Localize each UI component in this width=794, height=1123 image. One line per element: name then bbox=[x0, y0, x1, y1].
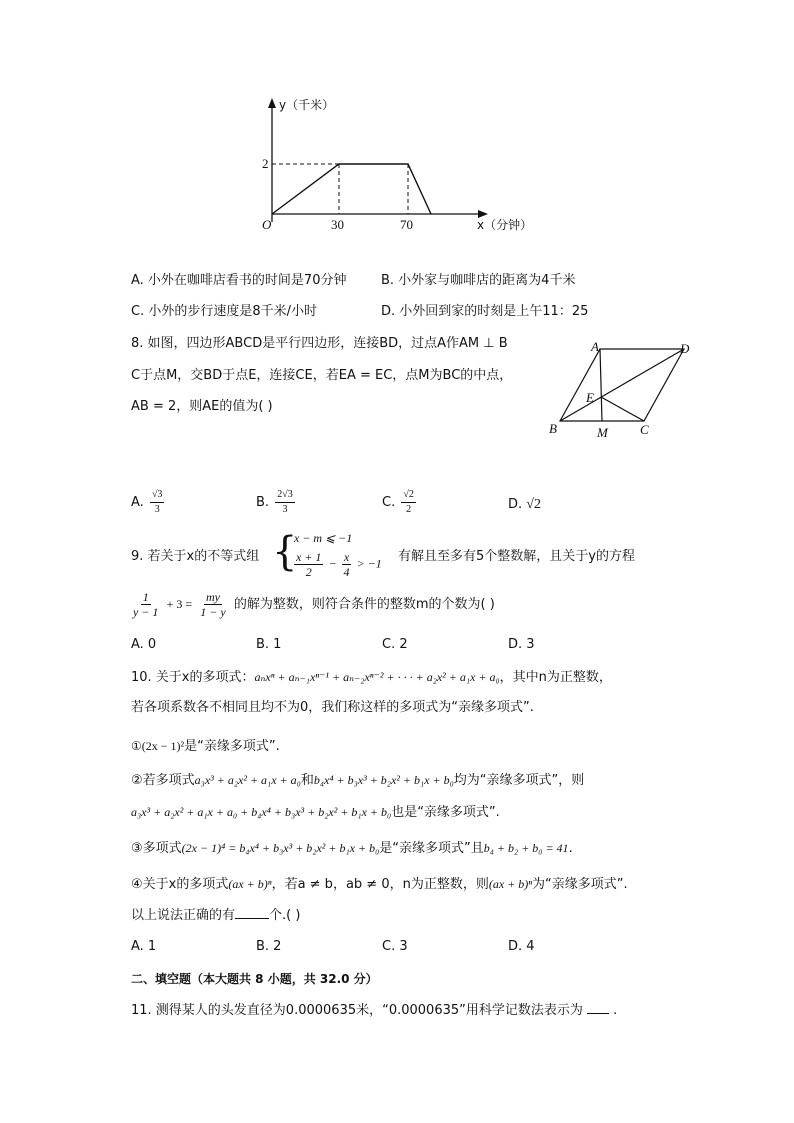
q8-line-1: 8. 如图，四边形ABCD是平行四边形，连接BD，过点A作AM ⊥ B bbox=[131, 336, 508, 351]
q10-statement-4: ④关于x的多项式(ax + b)ⁿ，若a ≠ b，ab ≠ 0，n为正整数，则(ax + b)ⁿ为“亲缘多项式”. bbox=[131, 877, 628, 892]
graph-x-tick-70: 70 bbox=[400, 217, 413, 232]
q9-label: 9. 若关于x的不等式组 bbox=[131, 549, 260, 564]
segment-ec bbox=[601, 397, 644, 421]
q10-statement-2-line-2: a₃x³ + a₂x² + a₁x + a₀ + b₄x⁴ + b₃x³ + b₂x² + b₁x + b₀也是“亲缘多项式”. bbox=[131, 805, 500, 820]
graph-x-label: x（分钟） bbox=[477, 218, 533, 232]
q9-inequality-1: x − m ⩽ −1 bbox=[294, 531, 353, 545]
graph-x-tick-30: 30 bbox=[331, 217, 344, 232]
q9-option-a: A. 0 bbox=[131, 637, 157, 652]
answer-blank bbox=[235, 906, 269, 919]
q10-line-1: 10. 关于x的多项式：aₙxⁿ + aₙ₋₁xⁿ⁻¹ + aₙ₋₂xⁿ⁻² + · · · + a₂x² + a₁x + a₀，其中n为正整数， bbox=[131, 670, 612, 685]
q8-line-3: AB = 2，则AE的值为( ) bbox=[131, 399, 273, 414]
q10-statement-1: ①(2x − 1)²是“亲缘多项式”. bbox=[131, 739, 280, 754]
q8-option-d: D. √2 bbox=[508, 497, 541, 512]
q11-answer-blank bbox=[587, 1001, 609, 1014]
q7-option-d: D. 小外回到家的时刻是上午11：25 bbox=[381, 304, 589, 319]
graph-origin: O bbox=[262, 217, 272, 232]
q11-question: 11. 测得某人的头发直径为0.0000635米，“0.0000635”用科学记数法表示为 . bbox=[131, 1003, 618, 1018]
q8-line-2: C于点M，交BD于点E，连接CE，若EA = EC，点M为BC的中点， bbox=[131, 368, 513, 383]
figure-label-e: E bbox=[586, 390, 594, 405]
diagonal-bd bbox=[560, 349, 684, 421]
figure-label-c: C bbox=[640, 422, 649, 437]
y-axis-arrow bbox=[268, 98, 276, 108]
q9-option-d: D. 3 bbox=[508, 637, 535, 652]
q7-option-a: A. 小外在咖啡店看书的时间是70分钟 bbox=[131, 273, 347, 288]
q10-line-2: 若各项系数各不相同且均不为0，我们称这样的多项式为“亲缘多项式”. bbox=[131, 700, 534, 715]
figure-label-m: M bbox=[597, 425, 608, 440]
q7-option-b: B. 小外家与咖啡店的距离为4千米 bbox=[381, 273, 576, 288]
distance-line bbox=[272, 164, 431, 214]
q8-option-b: B. $\frac{2√3}{3}$ bbox=[256, 489, 293, 515]
q7-option-c: C. 小外的步行速度是8千米/小时 bbox=[131, 304, 317, 319]
figure-label-a: A bbox=[591, 339, 599, 354]
graph-y-label: y（千米） bbox=[279, 98, 335, 112]
q9-tail: 有解且至多有5个整数解，且关于y的方程 bbox=[398, 549, 635, 564]
q9-inequality-2: $\frac{x + 1}{2}$ − $\frac{x}{4}$ > −1 bbox=[296, 550, 382, 579]
q8-option-a: A. $\frac{√3}{3}$ bbox=[131, 489, 163, 515]
q10-option-d: D. 4 bbox=[508, 939, 535, 954]
figure-label-b: B bbox=[549, 421, 557, 436]
q10-option-c: C. 3 bbox=[382, 939, 408, 954]
q9-brace: { bbox=[272, 529, 298, 575]
q10-answer-line: 以上说法正确的有 个.( ) bbox=[131, 908, 301, 923]
q10-option-a: A. 1 bbox=[131, 939, 157, 954]
graph-y-tick-2: 2 bbox=[262, 156, 269, 171]
q9-option-c: C. 2 bbox=[382, 637, 408, 652]
figure-label-d: D bbox=[680, 341, 690, 356]
q10-option-b: B. 2 bbox=[256, 939, 282, 954]
section-2-title: 二、填空题（本大题共 8 小题，共 32.0 分） bbox=[131, 972, 378, 986]
segment-am bbox=[600, 349, 602, 421]
q8-option-c: C. $\frac{√2}{2}$ bbox=[382, 489, 414, 515]
q9-equation-line: $\frac{1}{y - 1}$ + 3 = $\frac{my}{1 - y}$ 的解为整数，则符合条件的整数m的个数为( ) bbox=[133, 590, 495, 619]
q10-statement-2: ②若多项式a₃x³ + a₂x² + a₁x + a₀和b₄x⁴ + b₃x³ + b₂x² + b₁x + b₀均为“亲缘多项式”，则 bbox=[131, 773, 585, 788]
q9-option-b: B. 1 bbox=[256, 637, 282, 652]
q10-statement-3: ③多项式(2x − 1)⁴ = b₄x⁴ + b₃x³ + b₂x² + b₁x + b₀是“亲缘多项式”且b₄ + b₂ + b₀ = 41. bbox=[131, 841, 573, 856]
